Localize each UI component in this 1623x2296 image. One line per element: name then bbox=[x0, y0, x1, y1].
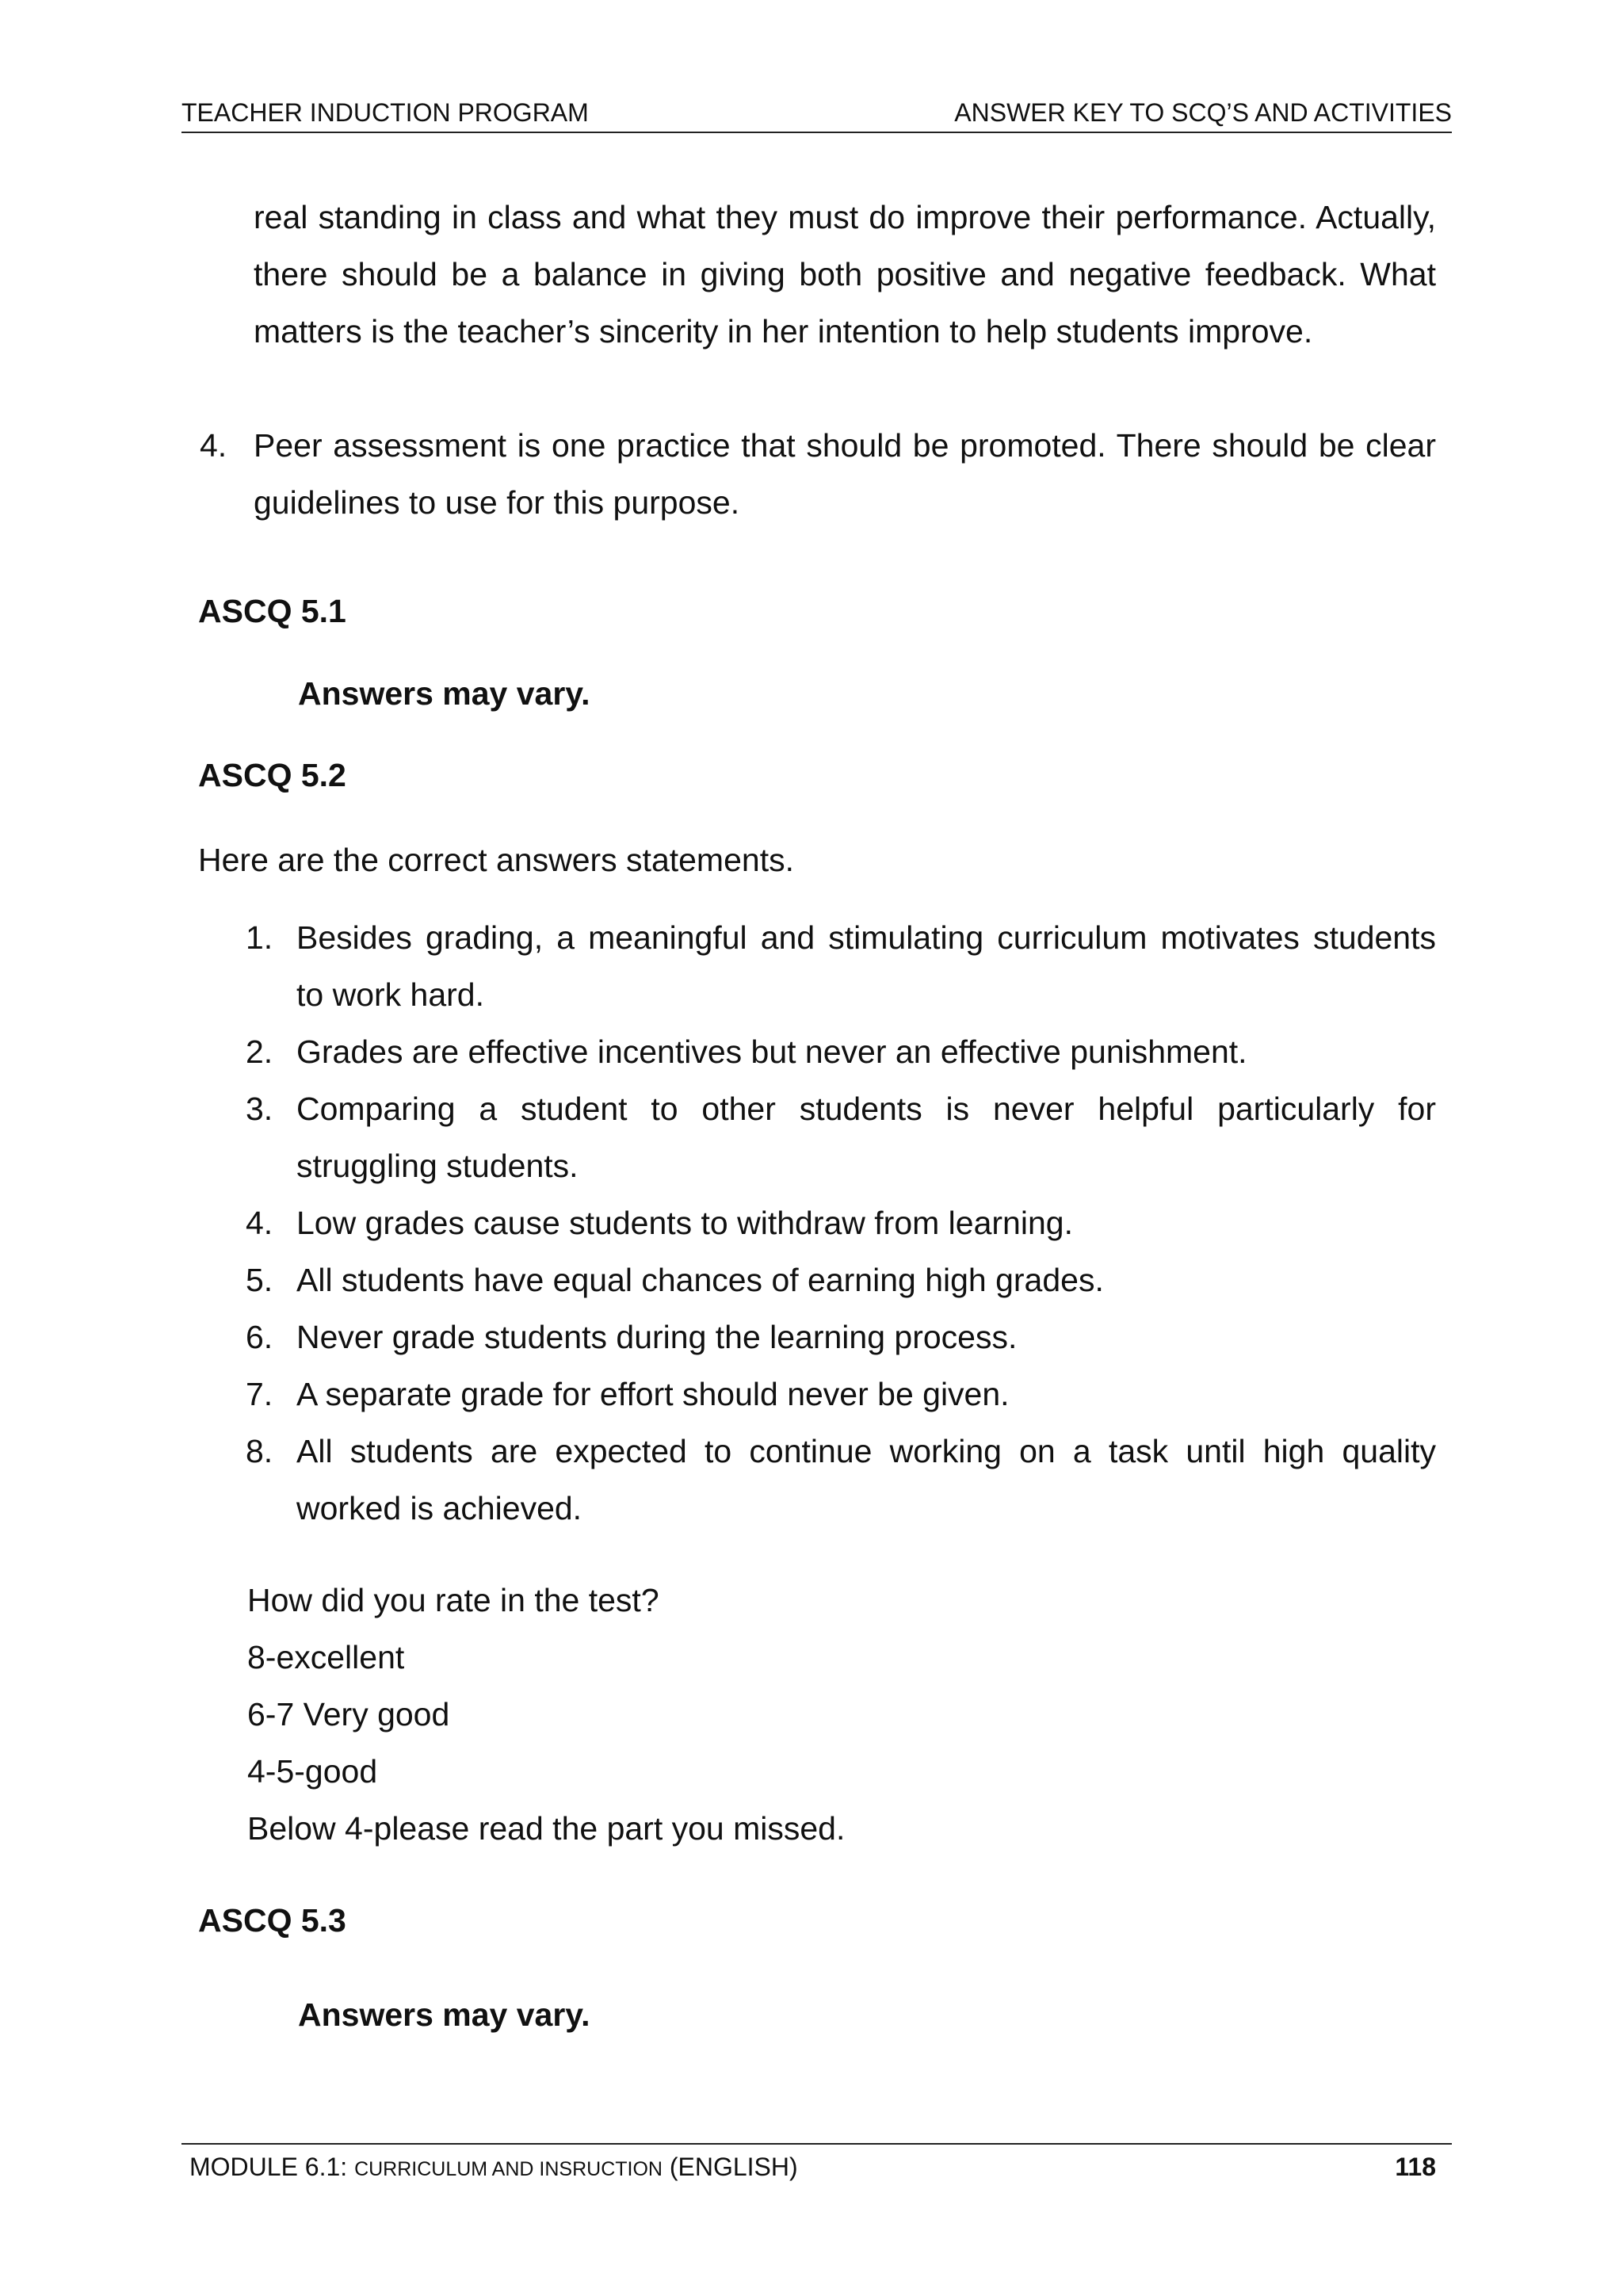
list-item-text: Never grade students during the learning process. bbox=[296, 1319, 1018, 1355]
list-item-text: Low grades cause students to withdraw from learning. bbox=[296, 1205, 1073, 1241]
rating-question: How did you rate in the test? bbox=[247, 1582, 659, 1618]
list-item-text: Grades are effective incentives but never an effective punishment. bbox=[296, 1033, 1247, 1070]
ascq-5-3-heading: ASCQ 5.3 bbox=[198, 1902, 346, 1939]
list-item-text: All students are expected to continue working on a task until high quality worked is achieved. bbox=[296, 1433, 1436, 1526]
ascq-5-1-answer: Answers may vary. bbox=[298, 675, 590, 712]
list-item bbox=[246, 1023, 1436, 1080]
list-item bbox=[246, 1080, 1436, 1194]
list-item bbox=[246, 1423, 1436, 1537]
list-item bbox=[246, 1366, 1436, 1423]
list-item-text: A separate grade for effort should never be given. bbox=[296, 1376, 1010, 1412]
page-header bbox=[181, 97, 1452, 133]
page-footer bbox=[181, 2143, 1452, 2181]
footer-language: (ENGLISH) bbox=[669, 2153, 798, 2181]
list-item-number: 7. bbox=[246, 1376, 273, 1412]
list-item-number: 4. bbox=[246, 1205, 273, 1241]
list-item-number: 5. bbox=[246, 1262, 273, 1298]
list-item bbox=[246, 1308, 1436, 1366]
list-item-text: Besides grading, a meaningful and stimulating curriculum motivates students to work hard. bbox=[296, 919, 1436, 1013]
list-item-number: 2. bbox=[246, 1033, 273, 1070]
list-item bbox=[246, 1194, 1436, 1251]
list-item bbox=[246, 1251, 1436, 1308]
list-item-number: 4. bbox=[200, 427, 227, 464]
answer-statements-list bbox=[246, 909, 1436, 1537]
ascq-5-3-answer: Answers may vary. bbox=[298, 1996, 590, 2033]
rating-line: Below 4-please read the part you missed. bbox=[247, 1810, 846, 1847]
footer-module-number: MODULE 6.1: bbox=[189, 2153, 348, 2181]
ascq-5-1-heading: ASCQ 5.1 bbox=[198, 593, 346, 629]
rating-line: 8-excellent bbox=[247, 1639, 405, 1675]
list-item bbox=[246, 909, 1436, 1023]
rating-line: 6-7 Very good bbox=[247, 1696, 450, 1733]
ascq-5-2-intro: Here are the correct answers statements. bbox=[198, 842, 794, 878]
footer-course-title: CURRICULUM AND INSRUCTION bbox=[354, 2158, 663, 2180]
list-item-number: 3. bbox=[246, 1091, 273, 1127]
list-item-text: All students have equal chances of earning high grades. bbox=[296, 1262, 1104, 1298]
header-section-title: ANSWER KEY TO SCQ’S AND ACTIVITIES bbox=[954, 98, 1452, 127]
rating-line: 4-5-good bbox=[247, 1753, 378, 1790]
continuation-paragraph: real standing in class and what they must do improve their performance. Actually, there should be a balance in giving both positive and negative feedback. What matters is the teacher’s sincerity in her intention to help students improve. bbox=[254, 199, 1436, 350]
list-item-text: Peer assessment is one practice that should be promoted. There should be clear guidelines to use for this purpose. bbox=[254, 427, 1436, 521]
list-item-text: Comparing a student to other students is never helpful particularly for struggling students. bbox=[296, 1091, 1436, 1184]
ascq-5-2-heading: ASCQ 5.2 bbox=[198, 757, 346, 793]
list-item-number: 8. bbox=[246, 1433, 273, 1469]
page-number: 118 bbox=[1395, 2153, 1436, 2181]
rating-scale bbox=[247, 1572, 845, 1857]
header-program-title: TEACHER INDUCTION PROGRAM bbox=[181, 98, 589, 127]
footer-module-title bbox=[189, 2153, 798, 2182]
list-item-number: 1. bbox=[246, 919, 273, 956]
list-item-number: 6. bbox=[246, 1319, 273, 1355]
